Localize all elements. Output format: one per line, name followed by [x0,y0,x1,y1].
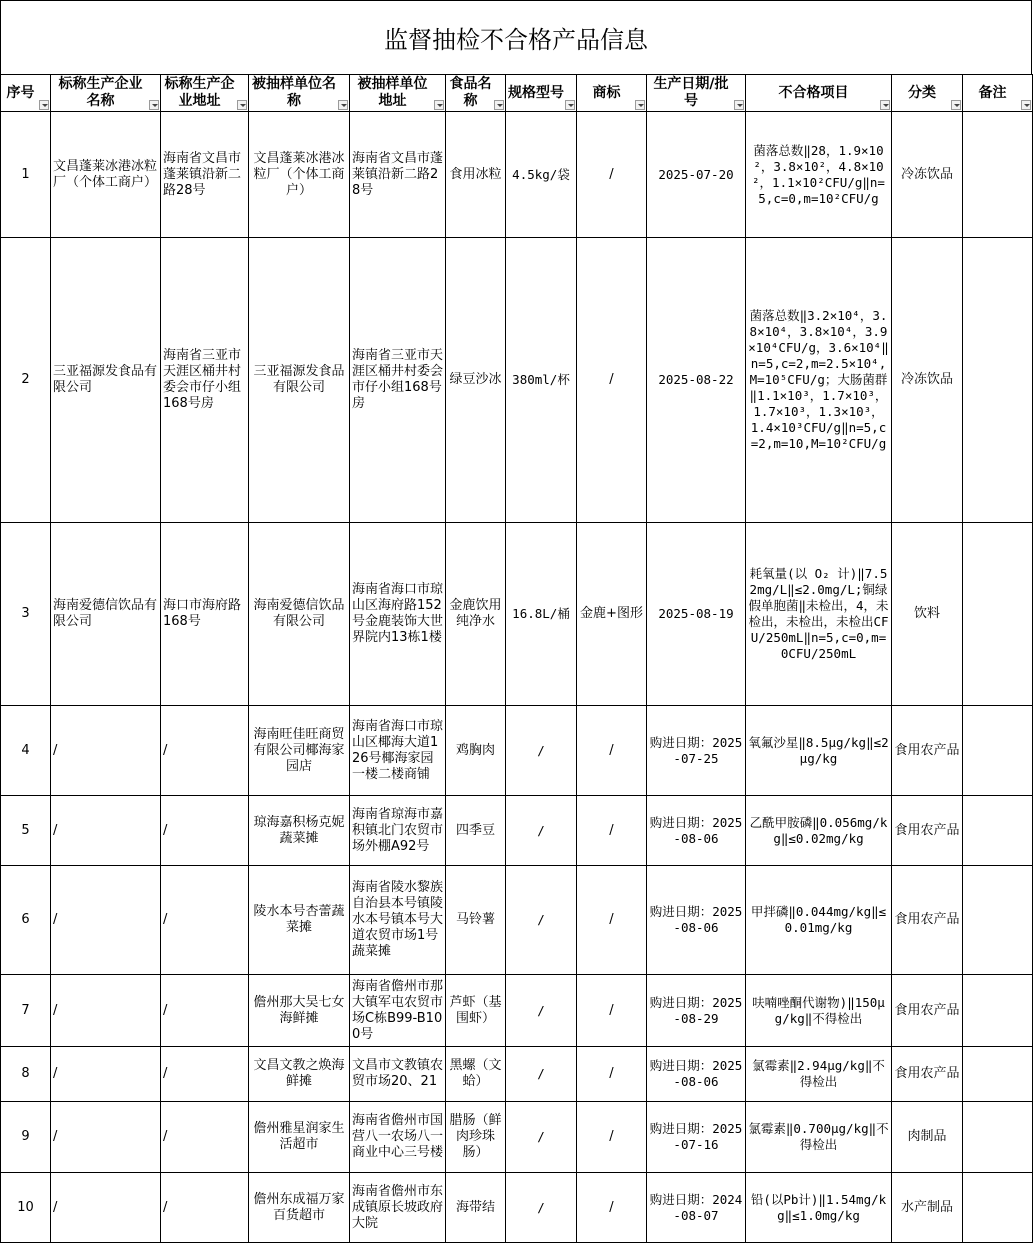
filter-dropdown-icon[interactable] [565,100,575,110]
cell-manufacturer-address[interactable]: / [161,975,249,1047]
cell-sampled-unit[interactable]: 琼海嘉积杨克妮蔬菜摊 [249,796,350,866]
cell-spec[interactable]: / [506,1173,577,1243]
cell-note[interactable] [963,1173,1033,1243]
table-row [1,523,1033,706]
cell-failed-item[interactable]: 菌落总数‖3.2×10⁴，3.8×10⁴，3.8×10⁴，3.9×10⁴CFU/g，3.6×10⁴‖n=5,c=2,m=2.5×10⁴,M=10⁵CFU/g；大肠菌群‖1.1×10³，1.7×10³，1.7×10³，1.3×10³，1.4×10³CFU/g‖n=5,c=2,m=10,M=10²CFU/g [746,238,892,523]
cell-sampled-address[interactable]: 海南省三亚市天涯区桶井村委会市仔小组168号房 [350,238,446,523]
cell-number[interactable]: 2 [1,238,51,523]
header-cell[interactable]: 备注 [963,75,1033,112]
table-row [1,1173,1033,1243]
cell-category[interactable]: 饮料 [892,523,963,706]
cell-sampled-address[interactable]: 海南省陵水黎族自治县本号镇陵水本号镇本号大道农贸市场1号蔬菜摊 [350,866,446,975]
header-cell[interactable]: 标称生产企业地址 [161,75,249,112]
cell-date[interactable]: 购进日期：2025-08-06 [647,1047,746,1102]
cell-food-name[interactable]: 芦虾（基围虾） [446,975,506,1047]
cell-food-name[interactable]: 黑螺（文蛤） [446,1047,506,1102]
filter-dropdown-icon[interactable] [1021,100,1031,110]
cell-spec[interactable]: / [506,706,577,796]
cell-manufacturer[interactable]: / [51,975,161,1047]
cell-category[interactable]: 冷冻饮品 [892,112,963,238]
cell-number[interactable]: 8 [1,1047,51,1102]
filter-dropdown-icon[interactable] [734,100,744,110]
cell-brand[interactable]: / [577,1102,647,1173]
filter-dropdown-icon[interactable] [434,100,444,110]
cell-sampled-unit[interactable]: 海南爱德信饮品有限公司 [249,523,350,706]
cell-sampled-address[interactable]: 海南省儋州市国营八一农场八一商业中心三号楼 [350,1102,446,1173]
cell-manufacturer-address[interactable]: 海口市海府路168号 [161,523,249,706]
cell-category[interactable]: 食用农产品 [892,975,963,1047]
cell-spec[interactable]: / [506,796,577,866]
table-row [1,796,1033,866]
cell-number[interactable]: 10 [1,1173,51,1243]
cell-category[interactable]: 食用农产品 [892,706,963,796]
page-title: 监督抽检不合格产品信息 [0,0,1032,74]
cell-brand[interactable]: / [577,975,647,1047]
cell-failed-item[interactable]: 氧氟沙星‖8.5μg/kg‖≤2μg/kg [746,706,892,796]
cell-note[interactable] [963,238,1033,523]
cell-category[interactable]: 冷冻饮品 [892,238,963,523]
filter-dropdown-icon[interactable] [951,100,961,110]
cell-sampled-unit[interactable]: 儋州雅星润家生活超市 [249,1102,350,1173]
cell-failed-item[interactable]: 菌落总数‖28，1.9×10²，3.8×10²，4.8×10²，1.1×10²CFU/g‖n=5,c=0,m=10²CFU/g [746,112,892,238]
cell-manufacturer-address[interactable]: / [161,1047,249,1102]
header-cell[interactable]: 序号 [1,75,51,112]
cell-spec[interactable]: 380ml/杯 [506,238,577,523]
cell-sampled-address[interactable]: 海南省儋州市那大镇军屯农贸市场C栋B99-B100号 [350,975,446,1047]
header-cell[interactable]: 生产日期/批号 [647,75,746,112]
cell-failed-item[interactable]: 甲拌磷‖0.044mg/kg‖≤0.01mg/kg [746,866,892,975]
filter-dropdown-icon[interactable] [338,100,348,110]
cell-brand[interactable]: 金鹿+图形 [577,523,647,706]
cell-sampled-address[interactable]: 海南省文昌市蓬莱镇沿新二路28号 [350,112,446,238]
cell-brand[interactable]: / [577,796,647,866]
cell-manufacturer-address[interactable]: / [161,1173,249,1243]
cell-sampled-unit[interactable]: 陵水本号杏蕾蔬菜摊 [249,866,350,975]
table-row [1,112,1033,238]
cell-failed-item[interactable]: 铅(以Pb计)‖1.54mg/kg‖≤1.0mg/kg [746,1173,892,1243]
cell-date[interactable]: 2025-08-19 [647,523,746,706]
cell-date[interactable]: 购进日期：2025-07-16 [647,1102,746,1173]
cell-number[interactable]: 4 [1,706,51,796]
cell-brand[interactable]: / [577,706,647,796]
cell-manufacturer-address[interactable]: 海南省三亚市天涯区桶井村委会市仔小组168号房 [161,238,249,523]
cell-number[interactable]: 3 [1,523,51,706]
cell-note[interactable] [963,112,1033,238]
cell-failed-item[interactable]: 乙酰甲胺磷‖0.056mg/kg‖≤0.02mg/kg [746,796,892,866]
header-cell[interactable]: 分类 [892,75,963,112]
cell-date[interactable]: 购进日期：2024-08-07 [647,1173,746,1243]
cell-date[interactable]: 2025-08-22 [647,238,746,523]
cell-brand[interactable]: / [577,866,647,975]
cell-category[interactable]: 肉制品 [892,1102,963,1173]
cell-note[interactable] [963,1047,1033,1102]
cell-number[interactable]: 7 [1,975,51,1047]
cell-category[interactable]: 食用农产品 [892,1047,963,1102]
table-row [1,706,1033,796]
cell-spec[interactable]: 16.8L/桶 [506,523,577,706]
cell-note[interactable] [963,706,1033,796]
filter-dropdown-icon[interactable] [39,100,49,110]
cell-manufacturer[interactable]: / [51,796,161,866]
cell-sampled-unit[interactable]: 儋州东成福万家百货超市 [249,1173,350,1243]
cell-number[interactable]: 9 [1,1102,51,1173]
cell-date[interactable]: 购进日期：2025-07-25 [647,706,746,796]
cell-category[interactable]: 水产制品 [892,1173,963,1243]
cell-spec[interactable]: / [506,975,577,1047]
cell-sampled-address[interactable]: 文昌市文教镇农贸市场20、21 [350,1047,446,1102]
cell-date[interactable]: 购进日期：2025-08-06 [647,796,746,866]
cell-note[interactable] [963,796,1033,866]
header-cell[interactable]: 食品名称 [446,75,506,112]
cell-spec[interactable]: / [506,1102,577,1173]
cell-sampled-address[interactable]: 海南省海口市琼山区椰海大道126号椰海家园一楼二楼商铺 [350,706,446,796]
cell-sampled-unit[interactable]: 三亚福源发食品有限公司 [249,238,350,523]
cell-sampled-unit[interactable]: 文昌文教之焕海鲜摊 [249,1047,350,1102]
cell-date[interactable]: 2025-07-20 [647,112,746,238]
cell-failed-item[interactable]: 呋喃唑酮代谢物)‖150μg/kg‖不得检出 [746,975,892,1047]
cell-brand[interactable]: / [577,1173,647,1243]
cell-spec[interactable]: 4.5kg/袋 [506,112,577,238]
cell-manufacturer[interactable]: / [51,1173,161,1243]
cell-manufacturer[interactable]: / [51,866,161,975]
cell-brand[interactable]: / [577,238,647,523]
table-row [1,975,1033,1047]
cell-manufacturer-address[interactable]: / [161,796,249,866]
cell-manufacturer[interactable]: 文昌蓬莱冰港冰粒厂（个体工商户） [51,112,161,238]
cell-food-name[interactable]: 四季豆 [446,796,506,866]
cell-manufacturer-address[interactable]: / [161,706,249,796]
header-cell[interactable]: 不合格项目 [746,75,892,112]
cell-note[interactable] [963,1102,1033,1173]
table-row [1,866,1033,975]
cell-brand[interactable]: / [577,1047,647,1102]
cell-sampled-address[interactable]: 海南省琼海市嘉积镇北门农贸市场外棚A92号 [350,796,446,866]
cell-sampled-address[interactable]: 海南省海口市琼山区海府路152号金鹿装饰大世界院内13栋1楼 [350,523,446,706]
cell-food-name[interactable]: 鸡胸肉 [446,706,506,796]
cell-food-name[interactable]: 绿豆沙冰 [446,238,506,523]
table-row [1,1102,1033,1173]
filter-dropdown-icon[interactable] [237,100,247,110]
header-row [1,75,1033,112]
cell-food-name[interactable]: 腊肠（鲜肉珍珠肠） [446,1102,506,1173]
filter-dropdown-icon[interactable] [635,100,645,110]
cell-food-name[interactable]: 食用冰粒 [446,112,506,238]
filter-dropdown-icon[interactable] [880,100,890,110]
cell-number[interactable]: 1 [1,112,51,238]
cell-number[interactable]: 5 [1,796,51,866]
cell-manufacturer-address[interactable]: / [161,866,249,975]
cell-manufacturer-address[interactable]: / [161,1102,249,1173]
header-cell[interactable]: 规格型号 [506,75,577,112]
header-cell[interactable]: 被抽样单位地址 [350,75,446,112]
header-cell[interactable]: 被抽样单位名称 [249,75,350,112]
cell-manufacturer-address[interactable]: 海南省文昌市蓬莱镇沿新二路28号 [161,112,249,238]
cell-manufacturer[interactable]: / [51,706,161,796]
cell-sampled-address[interactable]: 海南省儋州市东成镇原长坡政府大院 [350,1173,446,1243]
header-cell[interactable]: 商标 [577,75,647,112]
cell-note[interactable] [963,975,1033,1047]
cell-spec[interactable]: / [506,866,577,975]
filter-dropdown-icon[interactable] [149,100,159,110]
cell-manufacturer[interactable]: / [51,1102,161,1173]
cell-note[interactable] [963,523,1033,706]
cell-food-name[interactable]: 金鹿饮用纯净水 [446,523,506,706]
table-row [1,238,1033,523]
cell-manufacturer[interactable]: 三亚福源发食品有限公司 [51,238,161,523]
cell-brand[interactable]: / [577,112,647,238]
cell-food-name[interactable]: 马铃薯 [446,866,506,975]
cell-sampled-unit[interactable]: 海南旺佳旺商贸有限公司椰海家园店 [249,706,350,796]
cell-note[interactable] [963,866,1033,975]
cell-failed-item[interactable]: 氯霉素‖2.94μg/kg‖不得检出 [746,1047,892,1102]
cell-category[interactable]: 食用农产品 [892,866,963,975]
cell-sampled-unit[interactable]: 文昌蓬莱冰港冰粒厂（个体工商户） [249,112,350,238]
cell-spec[interactable]: / [506,1047,577,1102]
cell-manufacturer[interactable]: 海南爱德信饮品有限公司 [51,523,161,706]
header-cell[interactable]: 标称生产企业名称 [51,75,161,112]
cell-date[interactable]: 购进日期：2025-08-06 [647,866,746,975]
inspection-table [0,74,1033,1243]
cell-food-name[interactable]: 海带结 [446,1173,506,1243]
cell-failed-item[interactable]: 氯霉素‖0.700μg/kg‖不得检出 [746,1102,892,1173]
cell-sampled-unit[interactable]: 儋州那大吴七女海鲜摊 [249,975,350,1047]
cell-date[interactable]: 购进日期：2025-08-29 [647,975,746,1047]
cell-number[interactable]: 6 [1,866,51,975]
cell-failed-item[interactable]: 耗氧量(以 O₂ 计)‖7.52mg/L‖≤2.0mg/L;铜绿假单胞菌‖未检出，4，未检出，未检出，未检出CFU/250mL‖n=5,c=0,m=0CFU/250mL [746,523,892,706]
table-row [1,1047,1033,1102]
cell-manufacturer[interactable]: / [51,1047,161,1102]
filter-dropdown-icon[interactable] [494,100,504,110]
cell-category[interactable]: 食用农产品 [892,796,963,866]
